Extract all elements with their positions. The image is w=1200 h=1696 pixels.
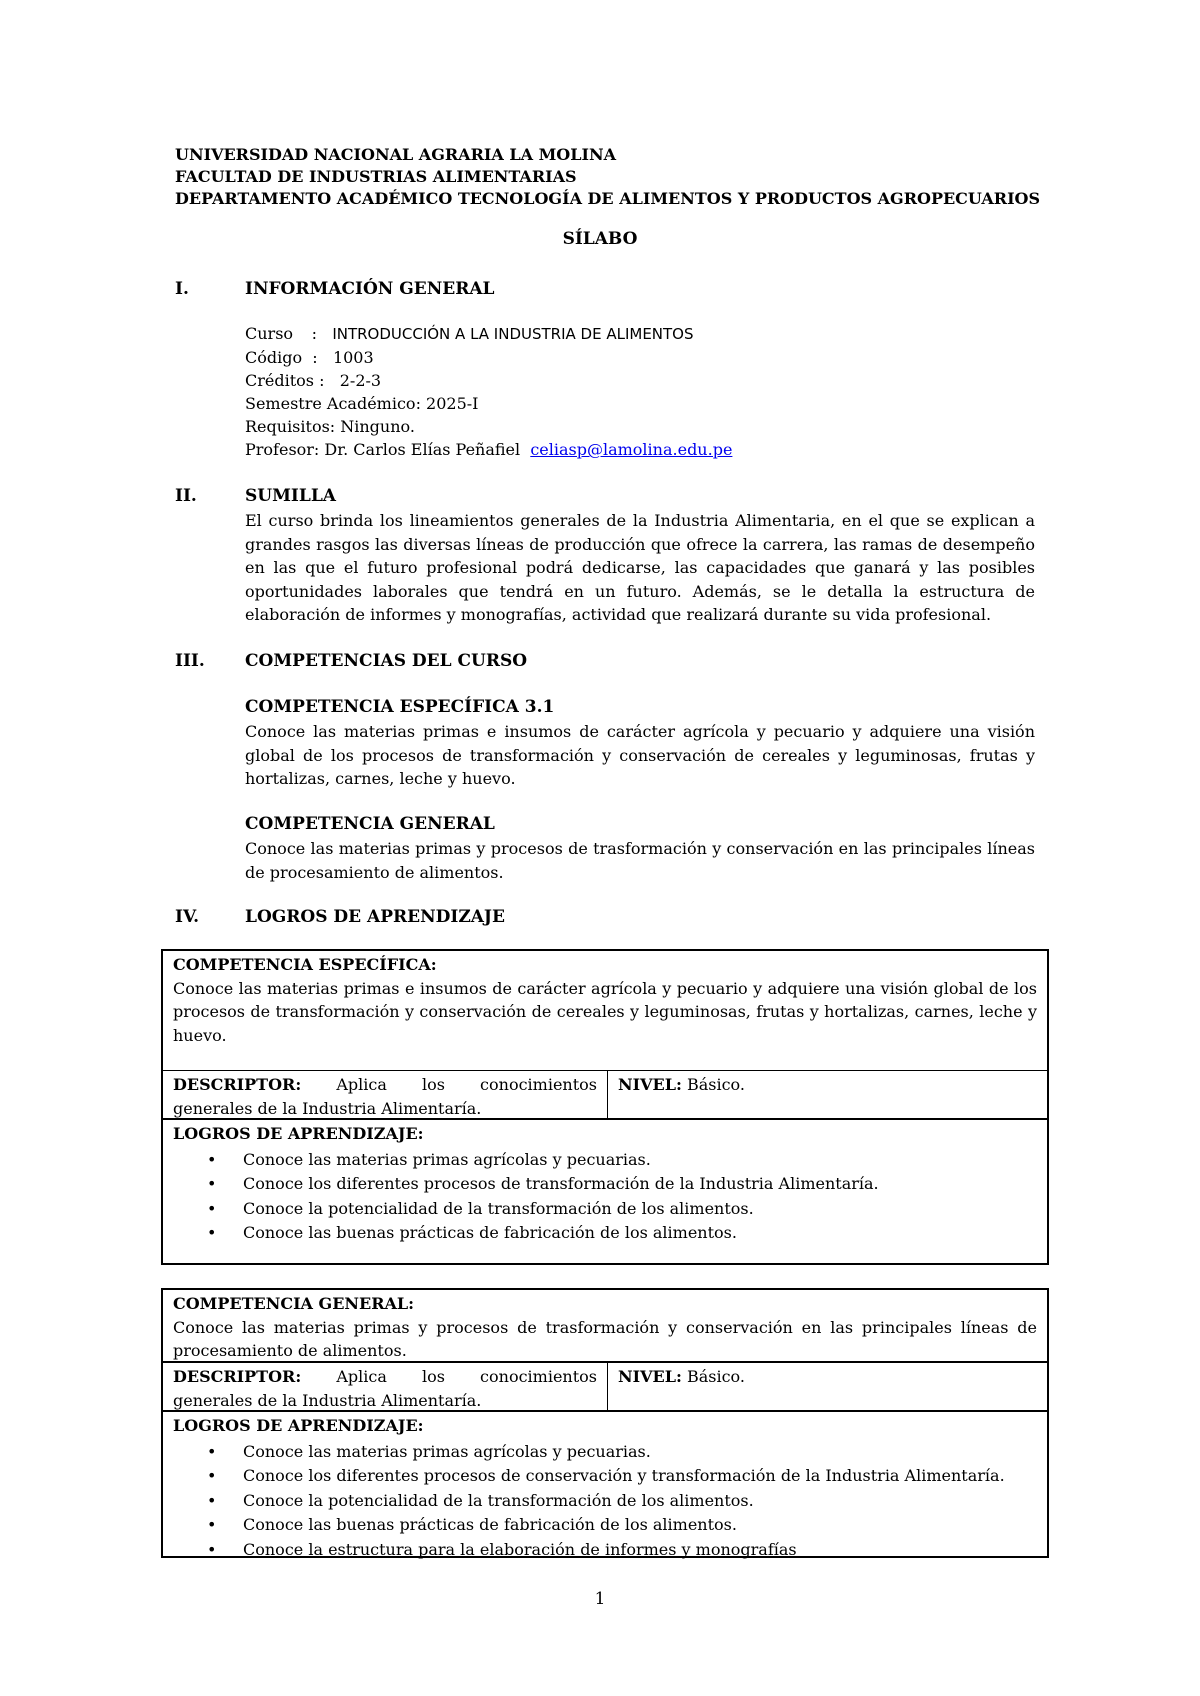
general-info xyxy=(245,322,732,461)
list-item: • Conoce la estructura para la elaboración de informes y monografías xyxy=(243,1538,1037,1563)
credits-value: 2-2-3 xyxy=(339,371,382,390)
credits-label: Créditos xyxy=(245,371,314,390)
descriptor-cell xyxy=(163,1071,608,1118)
list-item: • Conoce los diferentes procesos de transformación de la Industria Alimentaría. xyxy=(243,1172,1037,1197)
competence-cell xyxy=(163,1290,1047,1361)
section-1-title: INFORMACIÓN GENERAL xyxy=(245,279,495,299)
outcomes-label: LOGROS DE APRENDIZAJE: xyxy=(173,1124,424,1143)
course-value: INTRODUCCIÓN A LA INDUSTRIA DE ALIMENTOS xyxy=(332,325,694,343)
section-2-title: SUMILLA xyxy=(245,486,336,506)
level-value: Básico. xyxy=(686,1367,745,1386)
list-item: • Conoce las buenas prácticas de fabricación de los alimentos. xyxy=(243,1221,1037,1246)
competence-label: COMPETENCIA GENERAL: xyxy=(173,1294,415,1313)
descriptor-word: los xyxy=(421,1367,445,1386)
competence-cell xyxy=(163,951,1047,1070)
credits-row: Créditos : 2-2-3 xyxy=(245,371,382,390)
competence-label: COMPETENCIA ESPECÍFICA: xyxy=(173,955,437,974)
code-label: Código xyxy=(245,348,303,367)
general-competence-text: Conoce las materias primas y procesos de trasformación y conservación en las principales líneas de procesamiento de alimentos. xyxy=(245,839,1035,882)
professor-name: Profesor: Dr. Carlos Elías Peñafiel xyxy=(245,440,521,459)
code-row: Código : 1003 xyxy=(245,348,374,367)
descriptor-word: Aplica xyxy=(336,1075,387,1094)
descriptor-label: DESCRIPTOR: xyxy=(173,1075,302,1094)
descriptor-word: conocimientos xyxy=(480,1075,597,1094)
learning-table-general xyxy=(161,1288,1049,1558)
course-row: Curso : INTRODUCCIÓN A LA INDUSTRIA DE ALIMENTOS xyxy=(245,324,694,343)
section-1-number: I. xyxy=(175,279,189,299)
outcomes-list xyxy=(173,1440,1037,1563)
descriptor-cell xyxy=(163,1363,608,1410)
section-4-title: LOGROS DE APRENDIZAJE xyxy=(245,907,505,927)
outcomes-label: LOGROS DE APRENDIZAJE: xyxy=(173,1416,424,1435)
specific-competence-text: Conoce las materias primas e insumos de carácter agrícola y pecuario y adquiere una visión global de los procesos de transformación y conservación de cereales y leguminosas, frutas y hortalizas, carnes, leche y huevo. xyxy=(245,722,1035,788)
specific-competence-title: COMPETENCIA ESPECÍFICA 3.1 xyxy=(245,697,555,717)
descriptor-label: DESCRIPTOR: xyxy=(173,1367,302,1386)
faculty-name: FACULTAD DE INDUSTRIAS ALIMENTARIAS xyxy=(175,167,577,186)
professor-row xyxy=(245,438,732,461)
list-item: • Conoce las materias primas agrícolas y pecuarias. xyxy=(243,1440,1037,1465)
descriptor-word: los xyxy=(421,1075,445,1094)
requirements-row: Requisitos: Ninguno. xyxy=(245,417,415,436)
competence-text: Conoce las materias primas e insumos de carácter agrícola y pecuario y adquiere una visión global de los procesos de transformación y conservación de cereales y leguminosas, frutas y hortalizas, carnes, leche y huevo. xyxy=(173,978,1037,1045)
list-item: • Conoce las buenas prácticas de fabricación de los alimentos. xyxy=(243,1513,1037,1538)
descriptor-text: generales de la Industria Alimentaría. xyxy=(173,1390,482,1410)
document-title: SÍLABO xyxy=(562,229,638,249)
descriptor-row xyxy=(163,1070,1047,1118)
section-2-number: II. xyxy=(175,486,197,506)
professor-email-link[interactable]: celiasp@lamolina.edu.pe xyxy=(530,440,733,459)
outcomes-cell xyxy=(163,1410,1047,1566)
outcomes-list xyxy=(173,1148,1037,1246)
descriptor-row xyxy=(163,1361,1047,1410)
descriptor-word: conocimientos xyxy=(480,1367,597,1386)
semester-row: Semestre Académico: 2025-I xyxy=(245,394,479,413)
course-label: Curso xyxy=(245,324,294,343)
list-item: • Conoce las materias primas agrícolas y pecuarias. xyxy=(243,1148,1037,1173)
section-3-title: COMPETENCIAS DEL CURSO xyxy=(245,651,528,671)
section-3-number: III. xyxy=(175,651,205,671)
level-label: NIVEL: xyxy=(618,1367,682,1386)
general-competence-title: COMPETENCIA GENERAL xyxy=(245,814,495,834)
competence-text: Conoce las materias primas y procesos de trasformación y conservación en las principales líneas de procesamiento de alimentos. xyxy=(173,1317,1037,1360)
list-item: • Conoce la potencialidad de la transformación de los alimentos. xyxy=(243,1197,1037,1222)
sumilla-text: El curso brinda los lineamientos generales de la Industria Alimentaria, en el que se explican a grandes rasgos las diversas líneas de producción que ofrece la carrera, las ramas de desempeño en las que el futuro profesional podrá dedicarse, las capacidades que ganará y las posibles oportunidades laborales que tendrá en un futuro. Además, se le detalla la estructura de elaboración de informes y monografías, actividad que realizará durante su vida profesional. xyxy=(245,511,1035,624)
code-value: 1003 xyxy=(332,348,374,367)
list-item: • Conoce la potencialidad de la transformación de los alimentos. xyxy=(243,1489,1037,1514)
learning-table-specific xyxy=(161,949,1049,1265)
level-cell xyxy=(608,1071,1047,1118)
section-4-number: IV. xyxy=(175,907,200,927)
department-name: DEPARTAMENTO ACADÉMICO TECNOLOGÍA DE ALIMENTOS Y PRODUCTOS AGROPECUARIOS xyxy=(175,189,1041,208)
university-name: UNIVERSIDAD NACIONAL AGRARIA LA MOLINA xyxy=(175,145,617,164)
institution-header xyxy=(175,144,1040,210)
list-item: • Conoce los diferentes procesos de conservación y transformación de la Industria Alimentaría. xyxy=(243,1464,1037,1489)
outcomes-cell xyxy=(163,1118,1047,1250)
descriptor-text: generales de la Industria Alimentaría. xyxy=(173,1098,482,1118)
descriptor-word: Aplica xyxy=(336,1367,387,1386)
level-cell xyxy=(608,1363,1047,1410)
page-number: 1 xyxy=(594,1589,606,1609)
level-value: Básico. xyxy=(686,1075,745,1094)
level-label: NIVEL: xyxy=(618,1075,682,1094)
